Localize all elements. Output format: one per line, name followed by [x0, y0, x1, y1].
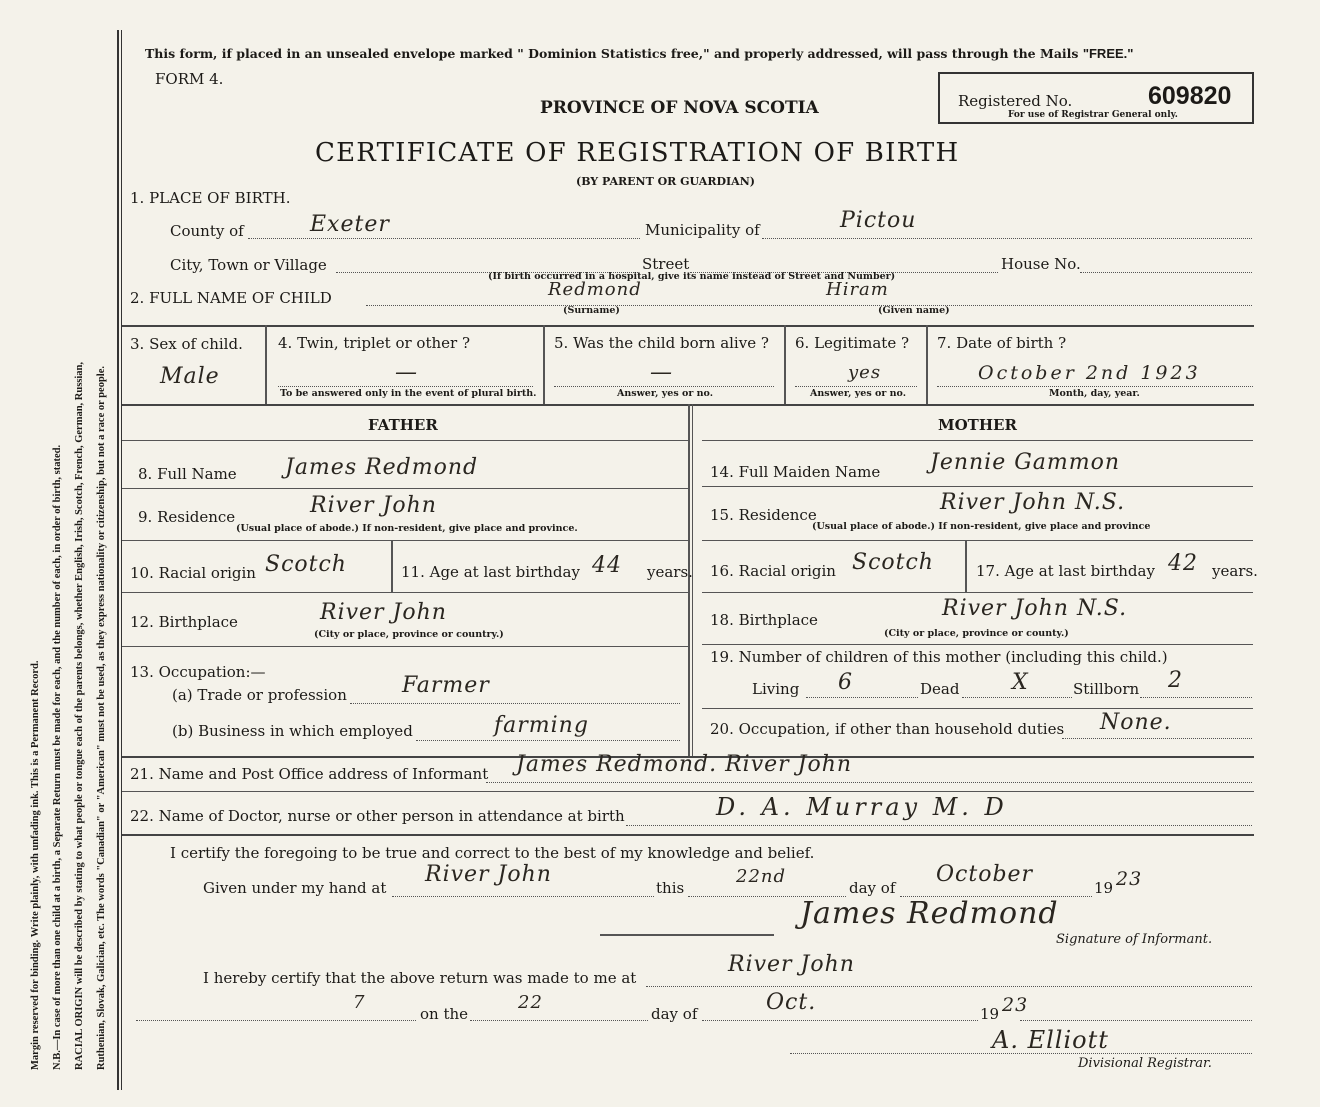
mother-name-label: 14. Full Maiden Name — [710, 463, 881, 481]
father-business-value: farming — [494, 713, 589, 738]
date-of-birth-note: Month, day, year. — [1049, 388, 1140, 399]
left-border-inner — [121, 30, 122, 1090]
stillborn-label: Stillborn — [1073, 680, 1140, 698]
child-name-label: 2. FULL NAME OF CHILD — [130, 289, 332, 307]
given-under-label: Given under my hand at — [203, 879, 387, 897]
registrar-place-value: River John — [728, 952, 855, 977]
mother-residence-value: River John N.S. — [940, 490, 1126, 515]
child-given-name: Hiram — [826, 279, 889, 300]
informant-signature: James Redmond — [800, 896, 1059, 931]
father-racial-value: Scotch — [265, 552, 347, 577]
registration-box — [938, 72, 1254, 124]
county-label: County of — [170, 222, 244, 240]
mother-children-label: 19. Number of children of this mother (including this child.) — [710, 648, 1168, 666]
twin-value: — — [395, 360, 418, 385]
place-of-birth-heading: 1. PLACE OF BIRTH. — [130, 189, 291, 207]
mother-name-value: Jennie Gammon — [930, 450, 1121, 475]
mother-occupation-label: 20. Occupation, if other than household duties — [710, 720, 1065, 738]
stillborn-value: 2 — [1168, 668, 1183, 693]
mother-racial-value: Scotch — [852, 550, 934, 575]
registered-number: 609820 — [1148, 82, 1232, 110]
registrar-month-value: Oct. — [766, 990, 817, 1015]
street-label: Street — [642, 255, 690, 273]
given-year-value: 23 — [1116, 868, 1143, 890]
given-name-caption: (Given name) — [878, 305, 950, 316]
given-day-value: 22nd — [736, 866, 787, 887]
margin-binding-note: Margin reserved for binding. Write plainly, with unfading ink. This is a Permanent Record. — [30, 660, 41, 1070]
legitimate-value: yes — [848, 362, 882, 383]
given-month-value: October — [936, 862, 1034, 887]
father-trade-value: Farmer — [402, 673, 490, 698]
born-alive-label: 5. Was the child born alive ? — [554, 334, 769, 352]
registrar-signature: A. Elliott — [992, 1026, 1109, 1054]
registrar-day-value: 22 — [518, 992, 543, 1013]
divisional-registrar-label: Divisional Registrar. — [1078, 1056, 1212, 1071]
sex-value: Male — [160, 364, 220, 389]
registrar-general-note: For use of Registrar General only. — [1008, 110, 1178, 120]
informant-label: 21. Name and Post Office address of Informant — [130, 765, 489, 783]
father-age-label: 11. Age at last birthday — [401, 563, 580, 581]
mother-residence-label: 15. Residence — [710, 506, 817, 524]
province-title: PROVINCE OF NOVA SCOTIA — [540, 98, 819, 118]
form-number: FORM 4. — [155, 70, 224, 88]
given-day-of-label: day of — [849, 879, 896, 897]
margin-racial-note-1: RACIAL ORIGIN will be described by stating to what people or tongue each of the parents belongs, whether English, Irish, Scotch, French, German, Russian, — [74, 361, 85, 1070]
city-label: City, Town or Village — [170, 256, 327, 274]
this-label: this — [656, 879, 685, 897]
margin-nb-note: N.B.—In case of more than one child at a birth, a Separate Return must be made for each, and the number of each, in order of birth, stated. — [52, 444, 63, 1070]
on-the-label: on the — [420, 1005, 469, 1023]
father-name-label: 8. Full Name — [138, 465, 237, 483]
registered-no-label: Registered No. — [958, 92, 1073, 110]
informant-value: James Redmond. River John — [516, 752, 853, 777]
father-name-value: James Redmond — [285, 455, 479, 480]
mother-birthplace-value: River John N.S. — [942, 596, 1128, 621]
registrar-year-prefix: 19 — [980, 1005, 1000, 1023]
father-occupation-heading: 13. Occupation:— — [130, 663, 266, 681]
registrar-certify-text: I hereby certify that the above return was made to me at — [203, 969, 637, 987]
born-alive-note: Answer, yes or no. — [617, 388, 714, 399]
father-residence-value: River John — [310, 493, 437, 518]
mother-residence-note: (Usual place of abode.) If non-resident, give place and province — [812, 521, 1151, 532]
legitimate-label: 6. Legitimate ? — [795, 334, 910, 352]
twin-label: 4. Twin, triplet or other ? — [278, 334, 470, 352]
doctor-value: D. A. Murray M. D — [716, 793, 1008, 821]
mother-heading: MOTHER — [938, 416, 1017, 434]
signature-informant-label: Signature of Informant. — [1056, 932, 1213, 947]
father-trade-label: (a) Trade or profession — [172, 686, 347, 704]
mother-years-label: years. — [1212, 562, 1258, 580]
father-birthplace-note: (City or place, province or country.) — [314, 629, 504, 640]
legitimate-note: Answer, yes or no. — [810, 388, 907, 399]
father-birthplace-value: River John — [320, 600, 447, 625]
municipality-value: Pictou — [840, 208, 917, 233]
registrar-prefix-value: 7 — [353, 992, 366, 1013]
mother-occupation-value: None. — [1100, 710, 1172, 735]
mother-birthplace-note: (City or place, province or county.) — [884, 628, 1069, 639]
father-residence-label: 9. Residence — [138, 508, 236, 526]
father-residence-note: (Usual place of abode.) If non-resident, give place and province. — [236, 523, 578, 534]
father-years-label: years. — [647, 563, 693, 581]
certificate-title: CERTIFICATE OF REGISTRATION OF BIRTH — [315, 138, 960, 168]
certify-text: I certify the foregoing to be true and correct to the best of my knowledge and belief. — [170, 844, 815, 862]
father-racial-label: 10. Racial origin — [130, 564, 256, 582]
margin-racial-note-2: Ruthenian, Slovak, Galician, etc. The words "Canadian" or "American" must not be used, as they express nationality or citizenship, but not a race or people. — [96, 365, 107, 1070]
date-of-birth-value: October 2nd 1923 — [978, 362, 1201, 384]
registrar-day-of-label: day of — [651, 1005, 698, 1023]
father-birthplace-label: 12. Birthplace — [130, 613, 238, 631]
hospital-note: (If birth occurred in a hospital, give its name instead of Street and Number) — [488, 271, 896, 282]
house-no-label: House No. — [1001, 255, 1081, 273]
father-age-value: 44 — [592, 553, 622, 578]
living-value: 6 — [838, 670, 853, 695]
dead-label: Dead — [920, 680, 960, 698]
living-label: Living — [752, 680, 800, 698]
municipality-label: Municipality of — [645, 221, 760, 239]
mother-racial-label: 16. Racial origin — [710, 562, 836, 580]
mother-age-value: 42 — [1168, 551, 1198, 576]
mother-age-label: 17. Age at last birthday — [976, 562, 1155, 580]
certificate-subtitle: (BY PARENT OR GUARDIAN) — [576, 175, 755, 188]
mother-birthplace-label: 18. Birthplace — [710, 611, 818, 629]
sex-label: 3. Sex of child. — [130, 335, 243, 353]
registrar-year-value: 23 — [1002, 994, 1029, 1016]
county-value: Exeter — [310, 212, 390, 237]
child-surname: Redmond — [548, 279, 642, 300]
father-heading: FATHER — [368, 416, 438, 434]
doctor-label: 22. Name of Doctor, nurse or other person in attendance at birth — [130, 807, 625, 825]
left-border — [117, 30, 119, 1090]
father-business-label: (b) Business in which employed — [172, 722, 413, 740]
date-of-birth-label: 7. Date of birth ? — [937, 334, 1067, 352]
given-year-prefix: 19 — [1094, 879, 1114, 897]
dead-value: X — [1012, 670, 1029, 695]
mail-notice: This form, if placed in an unsealed envelope marked " Dominion Statistics free," and properly addressed, will pass through the Mails "FREE." — [145, 46, 1134, 61]
given-place-value: River John — [425, 862, 552, 887]
surname-caption: (Surname) — [563, 305, 620, 316]
born-alive-value: — — [650, 360, 673, 385]
twin-note: To be answered only in the event of plural birth. — [280, 388, 537, 399]
